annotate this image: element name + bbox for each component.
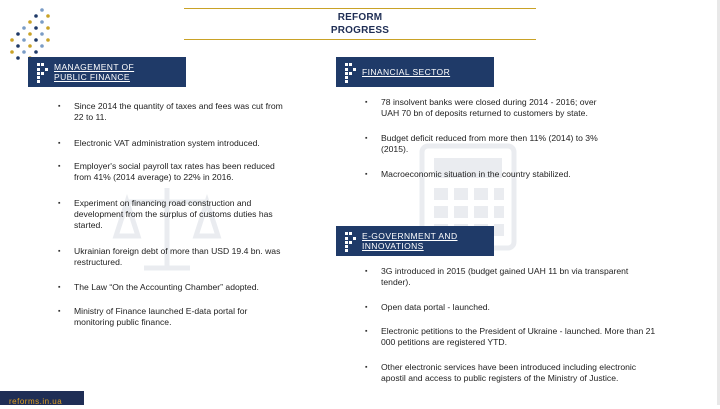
logo-dot <box>28 20 32 24</box>
logo-dot <box>22 50 26 54</box>
list-item: ▪ Macroeconomic situation in the country stabilized. <box>365 169 701 180</box>
list-item: ▪ Open data portal - launched. <box>365 302 716 313</box>
logo-dot <box>40 44 44 48</box>
logo-dot <box>16 32 20 36</box>
logo-dot <box>10 38 14 42</box>
logo-dot <box>16 56 20 60</box>
dot-grid-logo-icon <box>8 6 52 62</box>
section-title-line-1: MANAGEMENT OF <box>54 62 135 72</box>
logo-dot <box>34 26 38 30</box>
footer-bar <box>0 391 84 405</box>
list-item: ▪ Ministry of Finance launched E-data portal for monitoring public finance. <box>58 306 334 328</box>
list-item: ▪ Since 2014 the quantity of taxes and fees was cut from 22 to 11. <box>58 101 334 123</box>
pixel-i-icon <box>336 226 362 256</box>
section-title-line-1: E-GOVERNMENT AND <box>362 231 458 241</box>
logo-dot <box>34 50 38 54</box>
logo-dot <box>40 32 44 36</box>
pixel-i-icon <box>336 57 362 87</box>
section-title-line-2: PUBLIC FINANCE <box>54 72 130 82</box>
logo-dot <box>46 14 50 18</box>
logo-dot <box>46 26 50 30</box>
logo-dot <box>46 38 50 42</box>
footer-site-link[interactable]: reforms.in.ua <box>9 397 63 406</box>
logo-dot <box>40 8 44 12</box>
list-item: ▪ Experiment on financing road construction and development from the surplus of customs duties has started. <box>58 198 334 231</box>
logo-dot <box>16 44 20 48</box>
list-item: ▪ 78 insolvent banks were closed during 2014 - 2016; over UAH 70 bn of deposits returned to customers by state. <box>365 97 701 119</box>
title-line-1: REFORM <box>337 12 383 23</box>
list-item: ▪ Other electronic services have been introduced including electronic apostil and access to public registers of the Ministry of Justice. <box>365 362 716 384</box>
logo-dot <box>22 26 26 30</box>
logo-dot <box>34 14 38 18</box>
logo-dot <box>28 32 32 36</box>
list-item: ▪ Budget deficit reduced from more then 11% (2014) to 3% (2015). <box>365 133 701 155</box>
section-title-line-1: FINANCIAL SECTOR <box>362 67 451 77</box>
title-bottom-rule <box>184 39 536 40</box>
logo-dot <box>10 50 14 54</box>
list-item: ▪ Employer's social payroll tax rates has been reduced from 41% (2014 average) to 22% in 2016. <box>58 161 334 183</box>
page-title <box>184 8 536 40</box>
section-title-line-2: INNOVATIONS <box>362 241 424 251</box>
section-header-public-finance <box>28 57 186 87</box>
list-item: ▪ 3G introduced in 2015 (budget gained UAH 11 bn via transparent tender). <box>365 266 716 288</box>
logo-dot <box>40 20 44 24</box>
logo-dot <box>22 38 26 42</box>
list-item: ▪ The Law “On the Accounting Chamber” adopted. <box>58 282 334 293</box>
section-header-e-government <box>336 226 494 256</box>
list-item: ▪ Electronic petitions to the President of Ukraine - launched. More than 21 000 petitions are registered YTD. <box>365 326 716 348</box>
list-item: ▪ Ukrainian foreign debt of more than USD 19.4 bn. was restructured. <box>58 246 334 268</box>
logo-dot <box>34 38 38 42</box>
logo-dot <box>28 44 32 48</box>
list-item: ▪ Electronic VAT administration system introduced. <box>58 138 334 149</box>
pixel-i-icon <box>28 57 54 87</box>
section-header-financial-sector <box>336 57 494 87</box>
title-line-2: PROGRESS <box>330 25 390 36</box>
